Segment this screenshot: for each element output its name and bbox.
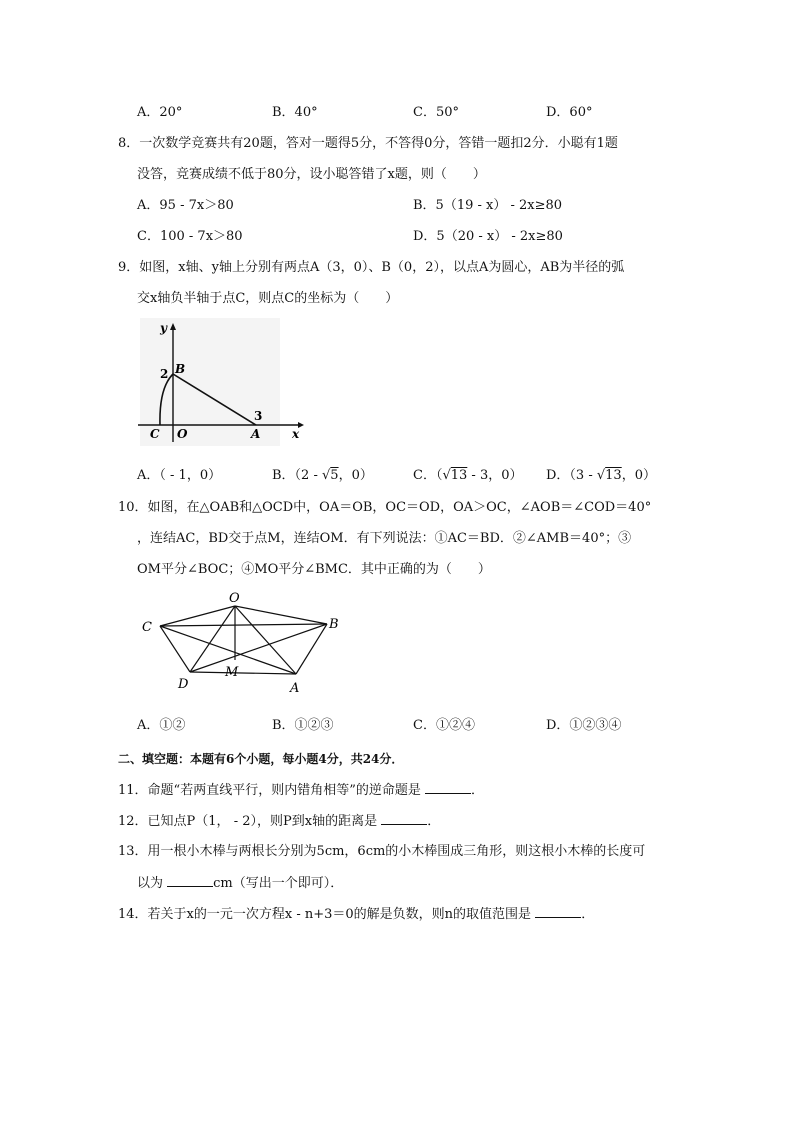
q13-answer-blank[interactable] [167, 874, 213, 887]
q14-answer-blank[interactable] [535, 905, 581, 918]
q13-line2: 以为 cm（写出一个即可）． [137, 876, 344, 891]
q10-label-b: B [329, 617, 339, 632]
q9-option-d-radicand: 13 [605, 468, 622, 483]
q10-label-d: D [178, 677, 189, 692]
q9-label-x: x [292, 427, 300, 441]
q10-label-c: C [142, 620, 152, 635]
q9-option-c-radicand: 13 [450, 468, 468, 483]
q9-label-o: O [177, 427, 188, 441]
q10-option-b: B．①②③ [272, 718, 334, 733]
q7-option-a: A．20° [137, 105, 183, 120]
q10-option-d: D．①②③④ [546, 718, 622, 733]
q11-line: 11．命题“若两直线平行，则内错角相等”的逆命题是 ． [118, 783, 484, 798]
q9-label-c: C [150, 427, 160, 441]
q13-stem-line1: 13．用一根小木棒与两根长分别为5cm，6cm的小木棒围成三角形，则这根小木棒的长度可 [118, 844, 646, 859]
q7-option-c: C．50° [413, 105, 459, 120]
q9-label-y: y [160, 321, 167, 335]
q12-line: 12．已知点P（1， - 2），则P到x轴的距离是 ． [118, 814, 441, 829]
q9-option-d: D．（3 - √13，0） [546, 468, 656, 483]
q8-stem-line1: 8．一次数学竞赛共有20题，答对一题得5分，不答得0分，答错一题扣2分．小聪有1题 [118, 136, 618, 151]
q8-option-b: B．5（19 - x） - 2x≥80 [413, 198, 563, 213]
q10-triangle-figure [134, 588, 348, 696]
q9-stem-line2: 交x轴负半轴于点C，则点C的坐标为（ ） [137, 291, 399, 306]
q11-answer-blank[interactable] [425, 781, 471, 794]
q7-option-d: D．60° [546, 105, 593, 120]
q9-label-2: 2 [160, 367, 169, 381]
q9-label-a: A [251, 427, 261, 441]
q10-label-a: A [290, 681, 300, 696]
q9-option-c: C．（√13 - 3，0） [413, 468, 523, 483]
q8-option-d: D．5（20 - x） - 2x≥80 [413, 229, 563, 244]
q9-coordinate-figure [132, 318, 310, 446]
q9-label-b: B [175, 362, 186, 376]
q9-option-a: A．（ - 1，0） [137, 468, 222, 483]
q10-label-m: M [225, 665, 239, 680]
q10-stem-line3: OM平分∠BOC；④MO平分∠BMC．其中正确的为（ ） [137, 562, 491, 577]
q14-line: 14．若关于x的一元一次方程x - n+3＝0的解是负数，则n的取值范围是 ． [118, 907, 595, 922]
q7-option-b: B．40° [272, 105, 318, 120]
q10-label-o: O [229, 591, 240, 606]
q9-stem-line1: 9．如图，x轴、y轴上分别有两点A（3，0）、B（0，2），以点A为圆心，AB为半径的弧 [118, 260, 625, 275]
q9-option-b-radicand: 5 [330, 468, 339, 483]
q12-answer-blank[interactable] [381, 812, 427, 825]
q9-label-3: 3 [254, 409, 263, 423]
q8-option-a: A．95 - 7x＞80 [137, 198, 234, 213]
q10-option-c: C．①②④ [413, 718, 475, 733]
section2-title: 二、填空题：本题有6个小题，每小题4分，共24分． [118, 752, 404, 766]
q9-option-b: B．（2 - √5，0） [272, 468, 373, 483]
q10-stem-line2: ，连结AC，BD交于点M，连结OM．有下列说法：①AC＝BD．②∠AMB＝40°；③ [137, 531, 632, 546]
q10-option-a: A．①② [137, 718, 186, 733]
q8-stem-line2: 没答，竞赛成绩不低于80分，设小聪答错了x题，则（ ） [137, 167, 486, 182]
q8-option-c: C．100 - 7x＞80 [137, 229, 243, 244]
q10-stem-line1: 10．如图，在△OAB和△OCD中，OA＝OB，OC＝OD，OA＞OC，∠AOB＝∠COD＝40° [118, 500, 652, 515]
